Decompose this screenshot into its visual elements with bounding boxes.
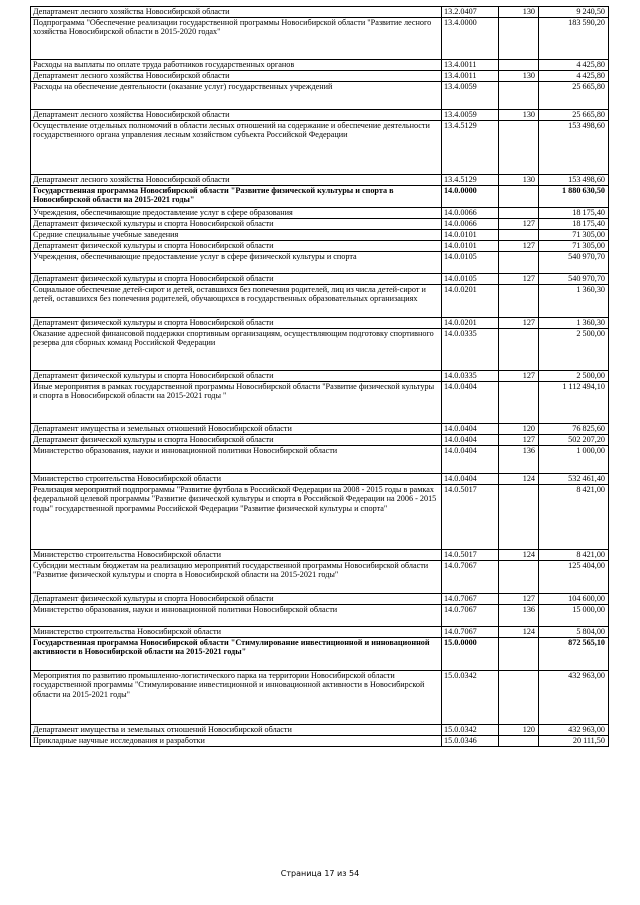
row-sum-cell: 71 305,00 <box>539 230 609 241</box>
row-sum-cell: 532 461,40 <box>539 474 609 485</box>
table-row <box>31 186 609 208</box>
table-row <box>31 285 609 318</box>
row-recipient-cell <box>499 561 539 594</box>
row-sum-cell: 1 360,30 <box>539 318 609 329</box>
row-recipient-cell: 127 <box>499 241 539 252</box>
row-name-cell: Департамент имущества и земельных отношений Новосибирской области <box>31 725 442 736</box>
row-sum-cell: 104 600,00 <box>539 594 609 605</box>
row-code-cell: 15.0.0342 <box>442 725 499 736</box>
row-sum-cell: 502 207,20 <box>539 435 609 446</box>
row-name-cell: Департамент лесного хозяйства Новосибирской области <box>31 175 442 186</box>
table-row <box>31 110 609 121</box>
row-name-cell: Расходы на выплаты по оплате труда работников государственных органов <box>31 60 442 71</box>
table-row <box>31 371 609 382</box>
table-row <box>31 121 609 175</box>
row-name-cell: Департамент имущества и земельных отношений Новосибирской области <box>31 424 442 435</box>
row-name-cell: Департамент лесного хозяйства Новосибирской области <box>31 110 442 121</box>
budget-table <box>30 6 609 747</box>
row-code-cell: 13.4.0059 <box>442 110 499 121</box>
row-code-cell: 14.0.5017 <box>442 485 499 550</box>
row-name-cell: Министерство строительства Новосибирской области <box>31 474 442 485</box>
row-code-cell: 14.0.0105 <box>442 252 499 274</box>
row-recipient-cell: 130 <box>499 175 539 186</box>
row-code-cell: 14.0.7067 <box>442 561 499 594</box>
table-row <box>31 424 609 435</box>
table-row <box>31 435 609 446</box>
table-row <box>31 382 609 424</box>
table-row <box>31 736 609 747</box>
row-sum-cell: 20 111,50 <box>539 736 609 747</box>
table-row <box>31 318 609 329</box>
row-name-cell: Департамент физической культуры и спорта Новосибирской области <box>31 318 442 329</box>
table-row <box>31 605 609 627</box>
row-sum-cell: 540 970,70 <box>539 252 609 274</box>
row-sum-cell: 4 425,80 <box>539 60 609 71</box>
row-sum-cell: 432 963,00 <box>539 671 609 725</box>
row-sum-cell: 1 880 630,50 <box>539 186 609 208</box>
row-code-cell: 14.0.7067 <box>442 627 499 638</box>
page-number: Страница 17 из 54 <box>280 869 360 878</box>
row-recipient-cell <box>499 18 539 60</box>
row-name-cell: Подпрограмма "Обеспечение реализации государственной программы Новосибирской области "Развитие лесного хозяйства Новосибирской области в 2015-2020 годах" <box>31 18 442 60</box>
row-code-cell: 14.0.0201 <box>442 285 499 318</box>
row-recipient-cell <box>499 208 539 219</box>
row-recipient-cell <box>499 186 539 208</box>
row-sum-cell: 872 565,10 <box>539 638 609 671</box>
row-sum-cell: 125 404,00 <box>539 561 609 594</box>
row-recipient-cell: 136 <box>499 605 539 627</box>
table-row <box>31 7 609 18</box>
row-recipient-cell: 124 <box>499 627 539 638</box>
row-code-cell: 13.4.0059 <box>442 82 499 110</box>
row-recipient-cell: 127 <box>499 435 539 446</box>
row-sum-cell: 183 590,20 <box>539 18 609 60</box>
row-sum-cell: 1 000,00 <box>539 446 609 474</box>
row-recipient-cell: 127 <box>499 371 539 382</box>
row-name-cell: Департамент физической культуры и спорта Новосибирской области <box>31 371 442 382</box>
row-recipient-cell <box>499 82 539 110</box>
row-name-cell: Прикладные научные исследования и разработки <box>31 736 442 747</box>
row-recipient-cell <box>499 638 539 671</box>
row-code-cell: 13.4.0011 <box>442 60 499 71</box>
row-recipient-cell <box>499 671 539 725</box>
row-recipient-cell: 130 <box>499 7 539 18</box>
table-row <box>31 329 609 371</box>
row-name-cell: Реализация мероприятий подпрограммы "Развитие футбола в Российской Федерации на 2008 - 2015 годы в рамках федеральной целевой программы "Развитие физической культуры и спорта в Российской Федерации на 2006 - 2015 годы" государственной программы Российской Федерации "Развитие физической культуры и спорта" <box>31 485 442 550</box>
table-row <box>31 594 609 605</box>
row-code-cell: 14.0.0105 <box>442 274 499 285</box>
row-recipient-cell <box>499 382 539 424</box>
row-name-cell: Иные мероприятия в рамках государственной программы Новосибирской области "Развитие физической культуры и спорта в Новосибирской области на 2015-2021 годы " <box>31 382 442 424</box>
row-sum-cell: 2 500,00 <box>539 329 609 371</box>
row-name-cell: Министерство образования, науки и инновационной политики Новосибирской области <box>31 605 442 627</box>
table-row <box>31 219 609 230</box>
row-code-cell: 15.0.0342 <box>442 671 499 725</box>
row-sum-cell: 153 498,60 <box>539 175 609 186</box>
row-code-cell: 14.0.0404 <box>442 424 499 435</box>
row-recipient-cell: 130 <box>499 71 539 82</box>
table-row <box>31 274 609 285</box>
row-sum-cell: 540 970,70 <box>539 274 609 285</box>
row-code-cell: 15.0.0346 <box>442 736 499 747</box>
row-sum-cell: 2 500,00 <box>539 371 609 382</box>
row-sum-cell: 9 240,50 <box>539 7 609 18</box>
table-row <box>31 627 609 638</box>
table-row <box>31 208 609 219</box>
budget-table-body <box>31 7 609 747</box>
table-row <box>31 230 609 241</box>
row-code-cell: 14.0.0000 <box>442 186 499 208</box>
row-recipient-cell <box>499 230 539 241</box>
table-row <box>31 18 609 60</box>
row-name-cell: Учреждения, обеспечивающие предоставление услуг в сфере физической культуры и спорта <box>31 252 442 274</box>
row-sum-cell: 18 175,40 <box>539 219 609 230</box>
row-code-cell: 13.4.5129 <box>442 175 499 186</box>
row-name-cell: Субсидии местным бюджетам на реализацию мероприятий государственной программы Новосибирской области "Развитие физической культуры и спорта в Новосибирской области на 2015-2021 годы" <box>31 561 442 594</box>
row-code-cell: 14.0.0404 <box>442 382 499 424</box>
row-code-cell: 14.0.7067 <box>442 605 499 627</box>
row-code-cell: 14.0.0066 <box>442 219 499 230</box>
row-code-cell: 13.4.0011 <box>442 71 499 82</box>
row-recipient-cell <box>499 485 539 550</box>
row-recipient-cell: 127 <box>499 594 539 605</box>
row-name-cell: Средние специальные учебные заведения <box>31 230 442 241</box>
row-code-cell: 14.0.0404 <box>442 435 499 446</box>
row-name-cell: Департамент физической культуры и спорта Новосибирской области <box>31 219 442 230</box>
table-row <box>31 60 609 71</box>
row-sum-cell: 153 498,60 <box>539 121 609 175</box>
table-row <box>31 82 609 110</box>
row-sum-cell: 8 421,00 <box>539 485 609 550</box>
row-sum-cell: 432 963,00 <box>539 725 609 736</box>
row-name-cell: Государственная программа Новосибирской области "Стимулирование инвестиционной и инновационной активности в Новосибирской области на 2015-2021 годы" <box>31 638 442 671</box>
row-code-cell: 13.4.5129 <box>442 121 499 175</box>
row-code-cell: 14.0.5017 <box>442 550 499 561</box>
row-recipient-cell: 127 <box>499 219 539 230</box>
table-row <box>31 175 609 186</box>
row-recipient-cell <box>499 285 539 318</box>
row-name-cell: Учреждения, обеспечивающие предоставление услуг в сфере образования <box>31 208 442 219</box>
row-code-cell: 14.0.0335 <box>442 371 499 382</box>
row-code-cell: 14.0.7067 <box>442 594 499 605</box>
row-sum-cell: 4 425,80 <box>539 71 609 82</box>
row-recipient-cell <box>499 329 539 371</box>
table-row <box>31 71 609 82</box>
row-sum-cell: 5 804,00 <box>539 627 609 638</box>
row-name-cell: Департамент физической культуры и спорта Новосибирской области <box>31 594 442 605</box>
row-code-cell: 13.2.0407 <box>442 7 499 18</box>
row-name-cell: Социальное обеспечение детей-сирот и детей, оставшихся без попечения родителей, лиц из числа детей-сирот и детей, оставшихся без попечения родителей, обучающихся в государственных образовательных организациях <box>31 285 442 318</box>
row-name-cell: Департамент лесного хозяйства Новосибирской области <box>31 71 442 82</box>
row-sum-cell: 18 175,40 <box>539 208 609 219</box>
table-row <box>31 725 609 736</box>
row-code-cell: 15.0.0000 <box>442 638 499 671</box>
row-recipient-cell: 124 <box>499 474 539 485</box>
row-recipient-cell: 127 <box>499 318 539 329</box>
row-code-cell: 14.0.0101 <box>442 241 499 252</box>
row-code-cell: 14.0.0066 <box>442 208 499 219</box>
table-row <box>31 638 609 671</box>
row-name-cell: Департамент физической культуры и спорта Новосибирской области <box>31 274 442 285</box>
table-row <box>31 252 609 274</box>
row-name-cell: Министерство образования, науки и инновационной политики Новосибирской области <box>31 446 442 474</box>
row-sum-cell: 8 421,00 <box>539 550 609 561</box>
row-name-cell: Департамент физической культуры и спорта Новосибирской области <box>31 435 442 446</box>
row-name-cell: Департамент лесного хозяйства Новосибирской области <box>31 7 442 18</box>
row-recipient-cell: 127 <box>499 274 539 285</box>
row-name-cell: Министерство строительства Новосибирской области <box>31 627 442 638</box>
table-row <box>31 671 609 725</box>
row-code-cell: 13.4.0000 <box>442 18 499 60</box>
row-sum-cell: 71 305,00 <box>539 241 609 252</box>
row-name-cell: Мероприятия по развитию промышленно-логистического парка на территории Новосибирской области государственной программы "Стимулирование инвестиционной и инновационной активности в Новосибирской области на 2015-2021 годы" <box>31 671 442 725</box>
row-recipient-cell <box>499 736 539 747</box>
row-recipient-cell: 120 <box>499 725 539 736</box>
row-name-cell: Государственная программа Новосибирской области "Развитие физической культуры и спорта в Новосибирской области на 2015-2021 годы" <box>31 186 442 208</box>
row-recipient-cell <box>499 60 539 71</box>
row-name-cell: Расходы на обеспечение деятельности (оказание услуг) государственных учреждений <box>31 82 442 110</box>
row-code-cell: 14.0.0201 <box>442 318 499 329</box>
row-recipient-cell <box>499 252 539 274</box>
table-row <box>31 474 609 485</box>
row-recipient-cell <box>499 121 539 175</box>
row-sum-cell: 76 825,60 <box>539 424 609 435</box>
row-sum-cell: 15 000,00 <box>539 605 609 627</box>
table-row <box>31 550 609 561</box>
row-code-cell: 14.0.0404 <box>442 474 499 485</box>
row-code-cell: 14.0.0335 <box>442 329 499 371</box>
row-code-cell: 14.0.0404 <box>442 446 499 474</box>
row-recipient-cell: 120 <box>499 424 539 435</box>
table-row <box>31 561 609 594</box>
row-sum-cell: 1 360,30 <box>539 285 609 318</box>
row-sum-cell: 1 112 494,10 <box>539 382 609 424</box>
row-name-cell: Осуществление отдельных полномочий в области лесных отношений на содержание и обеспечение деятельности государственного органа управления лесным хозяйством субъекта Российской Федерации <box>31 121 442 175</box>
row-name-cell: Министерство строительства Новосибирской области <box>31 550 442 561</box>
row-code-cell: 14.0.0101 <box>442 230 499 241</box>
row-recipient-cell: 124 <box>499 550 539 561</box>
row-name-cell: Оказание адресной финансовой поддержки спортивным организациям, осуществляющим подготовку спортивного резерва для сборных команд Российской Федерации <box>31 329 442 371</box>
table-row <box>31 446 609 474</box>
table-row <box>31 241 609 252</box>
table-row <box>31 485 609 550</box>
row-sum-cell: 25 665,80 <box>539 110 609 121</box>
row-recipient-cell: 130 <box>499 110 539 121</box>
row-name-cell: Департамент физической культуры и спорта Новосибирской области <box>31 241 442 252</box>
row-sum-cell: 25 665,80 <box>539 82 609 110</box>
row-recipient-cell: 136 <box>499 446 539 474</box>
